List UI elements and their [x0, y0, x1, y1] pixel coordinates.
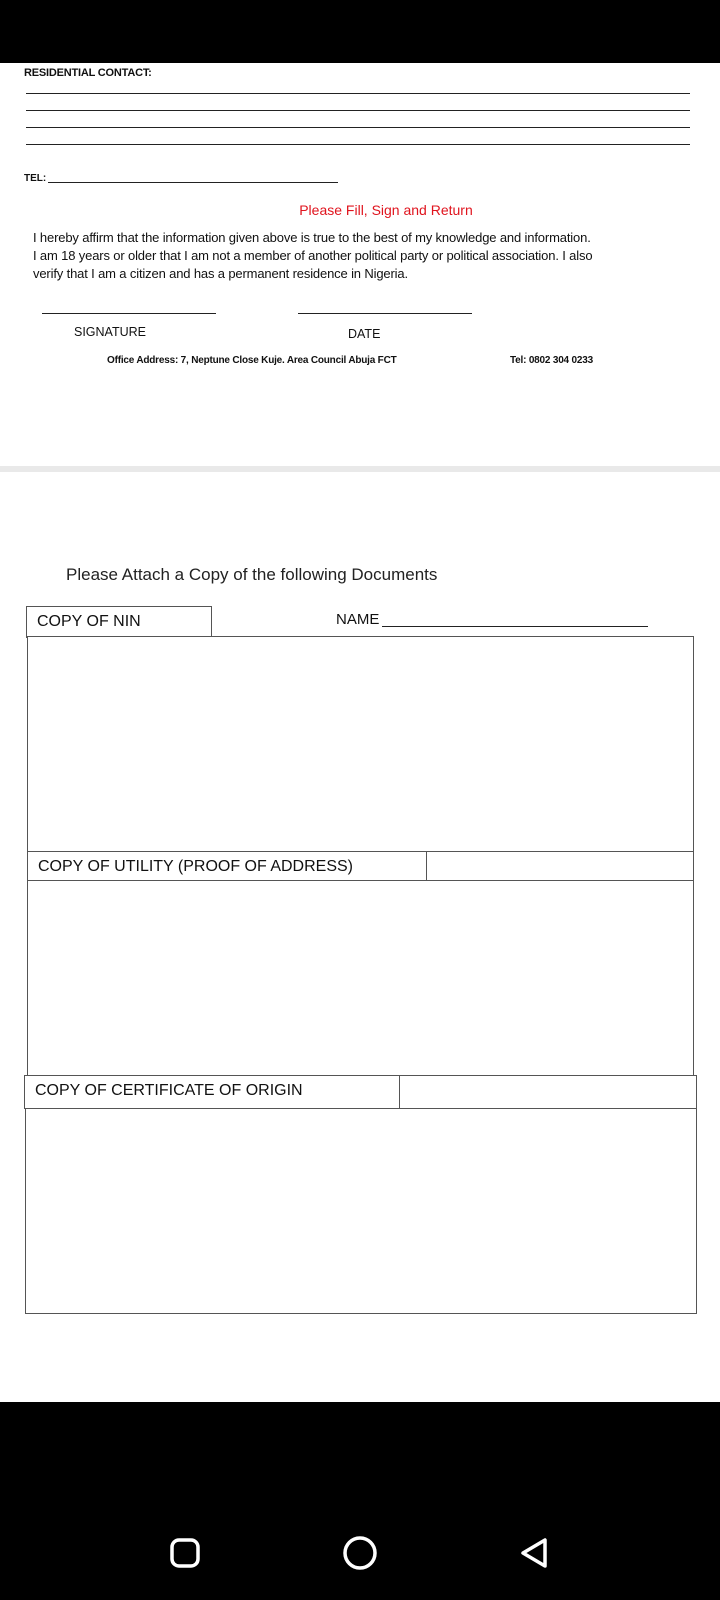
document-page-2 [0, 472, 720, 1402]
attach-documents-title: Please Attach a Copy of the following Documents [66, 565, 438, 584]
certificate-label-filler [399, 1075, 697, 1109]
back-icon[interactable] [515, 1533, 555, 1573]
utility-attachment-box [27, 880, 694, 1076]
status-bar [0, 0, 720, 63]
nin-label-box [26, 606, 212, 638]
office-address: Office Address: 7, Neptune Close Kuje. Area Council Abuja FCT [107, 355, 397, 366]
office-telephone: Tel: 0802 304 0233 [510, 355, 593, 366]
residential-contact-line [26, 93, 690, 94]
residential-contact-line [26, 127, 690, 128]
certificate-label: COPY OF CERTIFICATE OF ORIGIN [35, 1082, 303, 1099]
residential-contact-line [26, 110, 690, 111]
utility-label-box [27, 851, 427, 881]
date-line [298, 313, 472, 314]
document-page-1 [0, 63, 720, 466]
residential-contact-line [26, 144, 690, 145]
nin-label: COPY OF NIN [37, 613, 141, 630]
tel-label: TEL: [24, 173, 47, 184]
residential-contact-label: RESIDENTIAL CONTACT: [24, 67, 152, 79]
signature-line [42, 313, 216, 314]
certificate-attachment-box [25, 1108, 697, 1314]
utility-label: COPY OF UTILITY (PROOF OF ADDRESS) [38, 858, 354, 875]
name-line [382, 626, 648, 627]
certificate-label-box [24, 1075, 400, 1109]
nin-attachment-box [27, 636, 694, 852]
home-icon[interactable] [340, 1533, 380, 1573]
affirmation-text [33, 229, 720, 283]
recent-apps-icon[interactable] [165, 1533, 205, 1573]
affirmation-line: I hereby affirm that the information given above is true to the best of my knowledge and information. [33, 230, 591, 245]
signature-label: SIGNATURE [74, 325, 146, 339]
affirmation-line: verify that I am a citizen and has a permanent residence in Nigeria. [33, 266, 408, 281]
fill-sign-return-notice: Please Fill, Sign and Return [299, 202, 473, 218]
tel-line [48, 182, 338, 183]
name-label: NAME [336, 611, 380, 628]
affirmation-line: I am 18 years or older that I am not a member of another political party or political association. I also [33, 248, 593, 263]
utility-label-filler [426, 851, 694, 881]
date-label: DATE [348, 327, 381, 341]
